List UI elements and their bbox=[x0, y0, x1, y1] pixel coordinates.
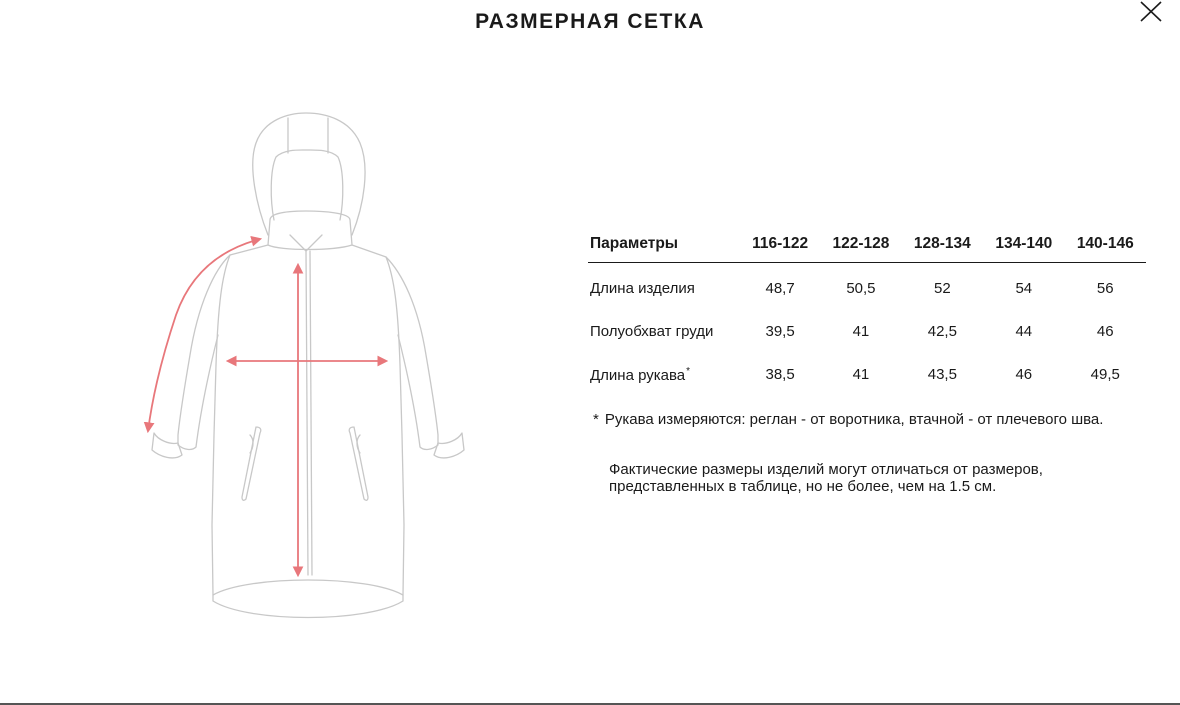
disclaimer-line: представленных в таблице, но не более, чем на 1.5 см. bbox=[609, 478, 997, 495]
table-cell: 39,5 bbox=[765, 323, 795, 340]
table-cell: 46 bbox=[1096, 323, 1114, 340]
hood-panel bbox=[288, 118, 328, 153]
disclaimer-line: Фактические размеры изделий могут отличаться от размеров, bbox=[609, 461, 1043, 478]
param-label: Длина рукава bbox=[590, 366, 686, 384]
coat-illustration bbox=[138, 105, 478, 630]
table-cell: 41 bbox=[852, 323, 870, 340]
table-cell: 43,5 bbox=[927, 366, 957, 383]
table-row bbox=[588, 353, 1146, 396]
table-row bbox=[588, 263, 1146, 311]
table-row bbox=[588, 310, 1146, 353]
sleeve-length-arrow bbox=[148, 239, 260, 431]
size-header: 122-128 bbox=[820, 226, 901, 263]
close-button[interactable] bbox=[1138, 0, 1164, 24]
table-cell: 41 bbox=[852, 366, 870, 383]
collar bbox=[268, 211, 352, 250]
face-opening bbox=[271, 150, 343, 220]
table-cell: 54 bbox=[1015, 280, 1033, 297]
size-disclaimer bbox=[609, 461, 1129, 495]
footnote-star: * bbox=[593, 411, 599, 428]
size-header: 140-146 bbox=[1065, 226, 1146, 263]
table-header-row bbox=[588, 226, 1146, 263]
table-cell: 48,7 bbox=[765, 280, 795, 297]
close-icon[interactable] bbox=[1138, 0, 1164, 24]
param-label: Длина изделия bbox=[590, 280, 695, 297]
table-cell: 44 bbox=[1015, 323, 1033, 340]
table-cell: 42,5 bbox=[927, 323, 957, 340]
coat-diagram bbox=[138, 105, 478, 630]
size-table bbox=[588, 226, 1146, 396]
size-header: 134-140 bbox=[983, 226, 1064, 263]
sleeve-footnote bbox=[593, 411, 1103, 428]
table-cell: 46 bbox=[1015, 366, 1033, 383]
footnote-text: Рукава измеряются: реглан - от воротника, втачной - от плечевого шва. bbox=[604, 411, 1104, 428]
table-cell: 52 bbox=[934, 280, 951, 297]
zipper-line bbox=[306, 251, 308, 575]
modal-title: РАЗМЕРНАЯ СЕТКА bbox=[475, 10, 705, 33]
size-header: 128-134 bbox=[902, 226, 983, 263]
table-cell: 50,5 bbox=[846, 280, 876, 297]
table-cell: 49,5 bbox=[1090, 366, 1120, 383]
hem bbox=[213, 580, 403, 618]
footnote-mark: * bbox=[686, 365, 691, 377]
param-label-cell bbox=[588, 353, 740, 396]
body-right bbox=[352, 245, 404, 595]
size-header: 116-122 bbox=[740, 226, 820, 263]
body-left bbox=[212, 245, 268, 595]
table-cell: 38,5 bbox=[765, 366, 795, 383]
param-label: Полуобхват груди bbox=[590, 323, 714, 340]
param-header: Параметры bbox=[588, 226, 740, 263]
table-cell: 56 bbox=[1096, 280, 1114, 297]
